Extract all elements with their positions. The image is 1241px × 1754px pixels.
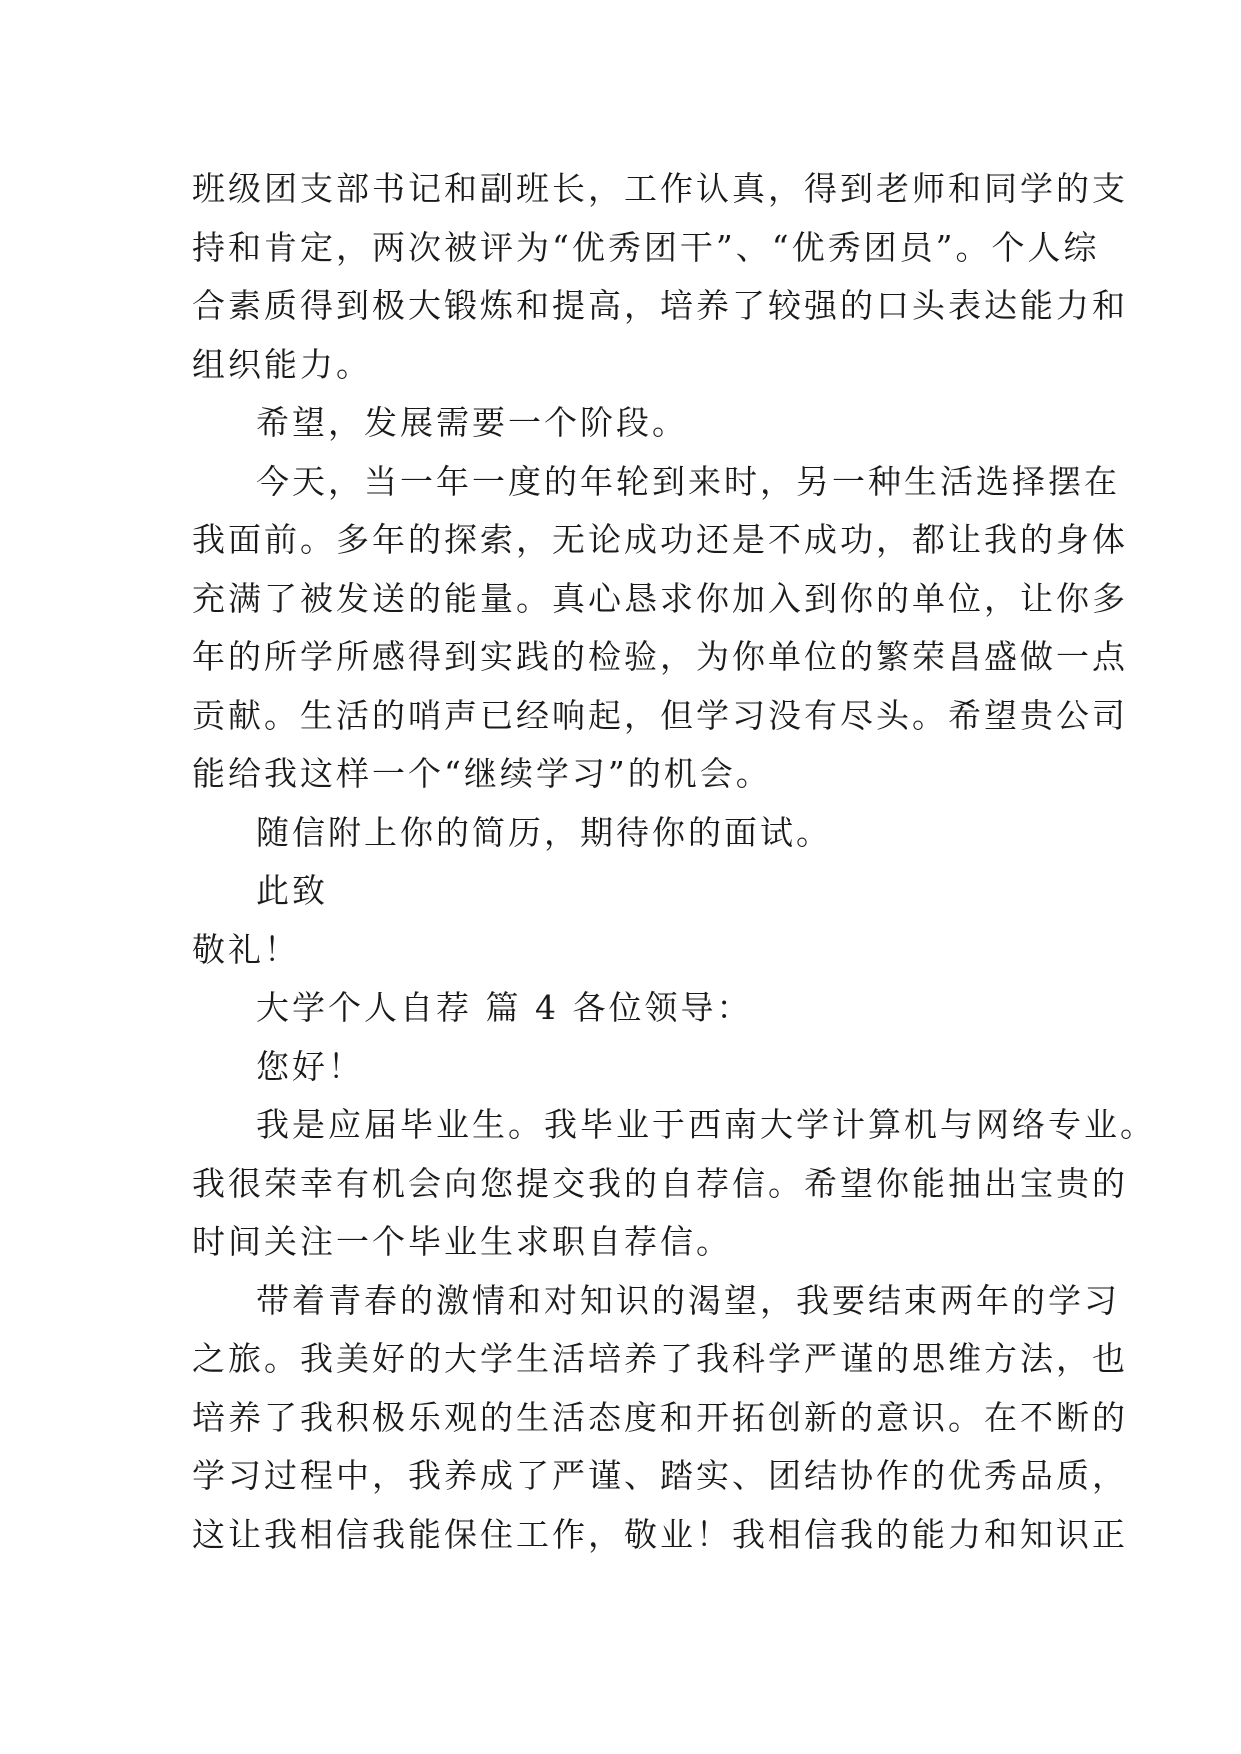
text-line: 班级团支部书记和副班长，工作认真，得到老师和同学的支	[192, 169, 1128, 208]
text-line: 能给我这样一个“继续学习”的机会。	[192, 754, 772, 793]
text-line: 我是应届毕业生。我毕业于西南大学计算机与网络专业。	[256, 1105, 1156, 1144]
text-line: 持和肯定，两次被评为“优秀团干”、“优秀团员”。个人综	[192, 227, 1100, 267]
text-line: 贡献。生活的哨声已经响起，但学习没有尽头。希望贵公司	[192, 695, 1128, 735]
text-line: 大学个人自荐 篇 4 各位领导：	[256, 988, 753, 1027]
text-line: 组织能力。	[192, 344, 372, 384]
text-line: 学习过程中，我养成了严谨、踏实、团结协作的优秀品质，	[192, 1456, 1128, 1495]
text-line: 这让我相信我能保住工作，敬业！我相信我的能力和知识正	[192, 1514, 1128, 1554]
text-line: 带着青春的激情和对知识的渴望，我要结束两年的学习	[256, 1280, 1120, 1320]
text-line: 充满了被发送的能量。真心恳求你加入到你的单位，让你多	[192, 578, 1128, 618]
text-line: 敬礼！	[192, 929, 300, 969]
text-line: 培养了我积极乐观的生活态度和开拓创新的意识。在不断的	[192, 1397, 1128, 1437]
text-line: 我面前。多年的探索，无论成功还是不成功，都让我的身体	[192, 520, 1128, 559]
text-line: 时间关注一个毕业生求职自荐信。	[192, 1222, 732, 1261]
text-line: 您好！	[256, 1046, 364, 1086]
text-line: 今天，当一年一度的年轮到来时，另一种生活选择摆在	[256, 461, 1120, 501]
text-line: 我很荣幸有机会向您提交我的自荐信。希望你能抽出宝贵的	[192, 1163, 1128, 1203]
text-line: 随信附上你的简历，期待你的面试。	[256, 812, 832, 852]
document-body	[192, 160, 1156, 1564]
text-line: 此致	[256, 871, 328, 910]
text-line: 合素质得到极大锻炼和提高，培养了较强的口头表达能力和	[192, 286, 1128, 325]
text-line: 希望，发展需要一个阶段。	[256, 403, 688, 442]
text-line: 之旅。我美好的大学生活培养了我科学严谨的思维方法，也	[192, 1339, 1128, 1378]
text-line: 年的所学所感得到实践的检验，为你单位的繁荣昌盛做一点	[192, 637, 1128, 676]
